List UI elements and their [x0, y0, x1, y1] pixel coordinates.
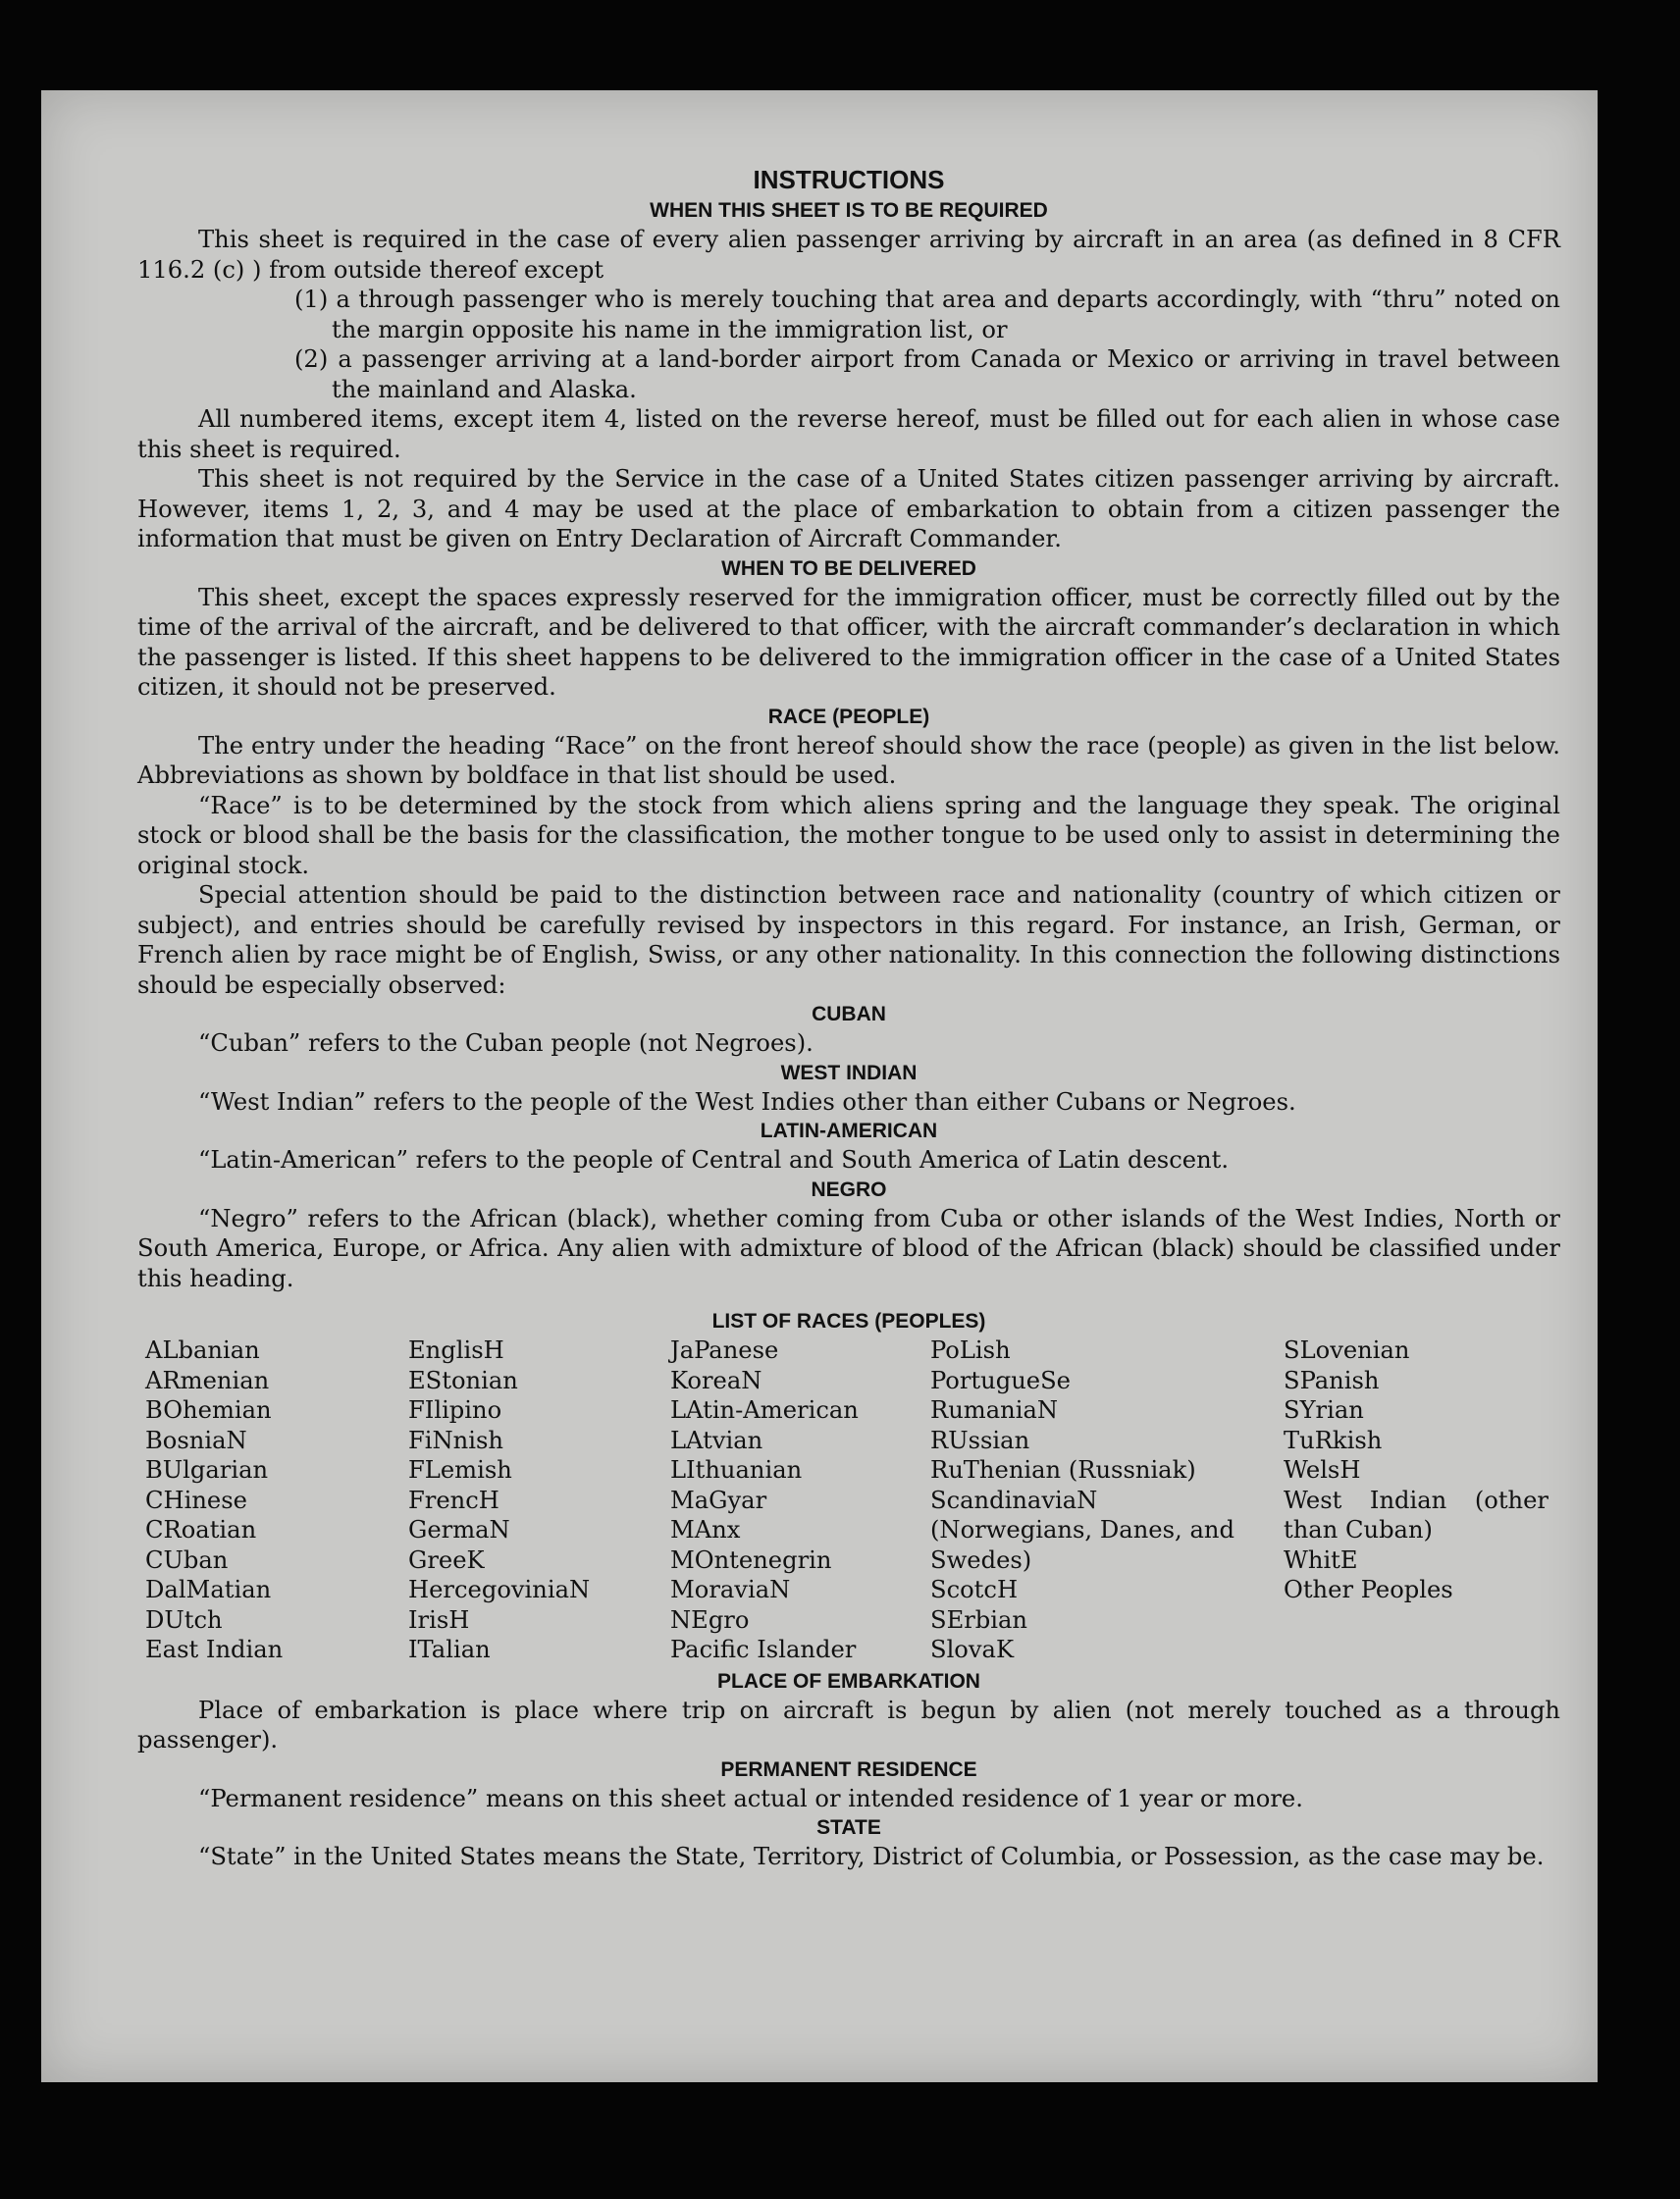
race-entry: BUlgarian	[145, 1456, 269, 1484]
instructions-content	[137, 163, 1560, 1872]
heading-race: RACE (PEOPLE)	[767, 705, 930, 728]
race-entry: Pacific Islander	[670, 1636, 857, 1663]
race-entry: ITalian	[408, 1636, 491, 1663]
page-title: INSTRUCTIONS	[753, 165, 945, 194]
race-entry: FiNnish	[408, 1426, 503, 1454]
race-entry: SErbian	[930, 1605, 1028, 1634]
race-entry: BosniaN	[145, 1426, 247, 1454]
heading-permanent-residence: PERMANENT RESIDENCE	[720, 1757, 977, 1781]
race-entry: GreeK	[408, 1545, 485, 1574]
paragraph: This sheet is required in the case of every alien passenger arriving by aircraft in an area (as defined in 8 CFR 116.2 (c) ) from outside thereof except	[137, 226, 1560, 284]
race-entry: East Indian	[145, 1636, 284, 1663]
race-entry: Other Peoples	[1284, 1576, 1453, 1603]
heading-when-delivered: WHEN TO BE DELIVERED	[721, 556, 976, 580]
race-entry: MaGyar	[670, 1486, 767, 1514]
race-entry: EStonian	[408, 1366, 518, 1394]
race-entry: LAtin-American	[670, 1396, 859, 1424]
race-entry: DUtch	[145, 1605, 223, 1634]
races-column	[930, 1335, 1284, 1665]
race-entry: SYrian	[1284, 1396, 1364, 1424]
paragraph: “Cuban” refers to the Cuban people (not Negroes).	[198, 1029, 814, 1057]
race-entry: RUssian	[930, 1426, 1030, 1454]
race-entry: ScandinaviaN (Norwegians, Danes, and Swedes)	[930, 1486, 1234, 1574]
race-entry: ARmenian	[145, 1366, 270, 1394]
race-entry: CHinese	[145, 1486, 247, 1514]
paragraph: All numbered items, except item 4, listed on the reverse hereof, must be filled out for each alien in whose case this sheet is required.	[137, 405, 1560, 463]
races-column	[408, 1335, 670, 1665]
heading-state: STATE	[816, 1816, 881, 1839]
heading-west-indian: WEST INDIAN	[780, 1061, 918, 1084]
race-entry: CRoatian	[145, 1516, 257, 1544]
race-entry: RuThenian (Russniak)	[930, 1456, 1196, 1484]
race-entry: HercegoviniaN	[408, 1576, 591, 1603]
paragraph: Place of embarkation is place where trip on aircraft is begun by alien (not merely touched as a through passenger).	[137, 1696, 1560, 1754]
heading-list-of-races: LIST OF RACES (PEOPLES)	[711, 1310, 986, 1333]
race-entry: EnglisH	[408, 1336, 504, 1364]
race-entry: CUban	[145, 1545, 229, 1574]
paragraph: “Negro” refers to the African (black), whether coming from Cuba or other islands of the West Indies, North or South America, Europe, or Africa. Any alien with admixture of blood of the African (black) should be classified under this heading.	[137, 1204, 1560, 1292]
race-entry: ALbanian	[145, 1336, 260, 1364]
heading-latin-american: LATIN-AMERICAN	[760, 1120, 938, 1142]
race-entry: NEgro	[670, 1605, 750, 1634]
paragraph: This sheet is not required by the Service in the case of a United States citizen passenger arriving by aircraft. However, items 1, 2, 3, and 4 may be used at the place of embarkation to obtain from a citizen passenger the information that must be given on Entry Declaration of Aircraft Commander.	[137, 465, 1560, 552]
paragraph: “West Indian” refers to the people of the West Indies other than either Cubans or Negroes.	[198, 1087, 1296, 1116]
paragraph: “Race” is to be determined by the stock from which aliens spring and the language they speak. The original stock or blood shall be the basis for the classification, the mother tongue to be used only to assist in determining the original stock.	[137, 791, 1560, 879]
race-entry: TuRkish	[1284, 1426, 1383, 1454]
race-entry: LIthuanian	[670, 1456, 803, 1484]
race-entry: PortugueSe	[930, 1366, 1071, 1394]
paragraph: “Permanent residence” means on this sheet actual or intended residence of 1 year or more.	[198, 1784, 1303, 1812]
heading-cuban: CUBAN	[812, 1003, 886, 1025]
heading-negro: NEGRO	[811, 1178, 887, 1201]
race-entry: MoraviaN	[670, 1576, 791, 1603]
races-column	[670, 1335, 930, 1665]
paragraph: Special attention should be paid to the distinction between race and nationality (country of which citizen or subject), and entries should be carefully revised by inspectors in this regard. For instance, an Irish, German, or French alien by race might be of English, Swiss, or any other nationality. In this connection the following distinctions should be especially observed:	[137, 881, 1560, 999]
list-item: (1) a through passenger who is merely touching that area and departs accordingly, with “thru” noted on the margin opposite his name in the immigration list, or	[294, 286, 1560, 343]
race-entry: LAtvian	[670, 1426, 763, 1454]
race-entry: JaPanese	[670, 1336, 779, 1364]
race-entry: MAnx	[670, 1516, 741, 1544]
race-entry: GermaN	[408, 1516, 510, 1544]
paragraph: “Latin-American” refers to the people of Central and South America of Latin descent.	[198, 1146, 1230, 1174]
race-entry: WelsH	[1284, 1456, 1361, 1484]
race-entry: KoreaN	[670, 1366, 762, 1394]
race-entry: West Indian (other than Cuban)	[1284, 1486, 1549, 1544]
paragraph: This sheet, except the spaces expressly reserved for the immigration officer, must be correctly filled out by the time of the arrival of the aircraft, and be delivered to that officer, with the aircraft commander’s declaration in which the passenger is listed. If this sheet happens to be delivered to the immigration officer in the case of a United States citizen, it should not be preserved.	[137, 583, 1560, 701]
races-column	[1284, 1335, 1558, 1665]
race-entry: FIlipino	[408, 1396, 502, 1424]
races-list	[145, 1335, 1560, 1665]
heading-embarkation: PLACE OF EMBARKATION	[717, 1669, 980, 1693]
race-entry: IrisH	[408, 1605, 470, 1634]
race-entry: FLemish	[408, 1456, 512, 1484]
list-item: (2) a passenger arriving at a land-border airport from Canada or Mexico or arriving in travel between the mainland and Alaska.	[294, 345, 1560, 403]
race-entry: RumaniaN	[930, 1396, 1059, 1424]
race-entry: ScotcH	[930, 1576, 1019, 1603]
race-entry: FrencH	[408, 1486, 499, 1514]
races-column	[145, 1335, 408, 1665]
race-entry: PoLish	[930, 1336, 1011, 1364]
race-entry: DalMatian	[145, 1576, 272, 1603]
paragraph: The entry under the heading “Race” on the front hereof should show the race (people) as given in the list below. Abbreviations as shown by boldface in that list should be used.	[137, 731, 1560, 789]
document-page	[41, 90, 1598, 2082]
heading-when-required: WHEN THIS SHEET IS TO BE REQUIRED	[650, 199, 1048, 222]
race-entry: WhitE	[1284, 1545, 1358, 1574]
paragraph: “State” in the United States means the State, Territory, District of Columbia, or Possession, as the case may be.	[198, 1843, 1545, 1870]
race-entry: BOhemian	[145, 1396, 272, 1424]
race-entry: SLovenian	[1284, 1336, 1410, 1364]
race-entry: SPanish	[1284, 1366, 1380, 1394]
race-entry: SlovaK	[930, 1636, 1015, 1663]
race-entry: MOntenegrin	[670, 1545, 832, 1574]
